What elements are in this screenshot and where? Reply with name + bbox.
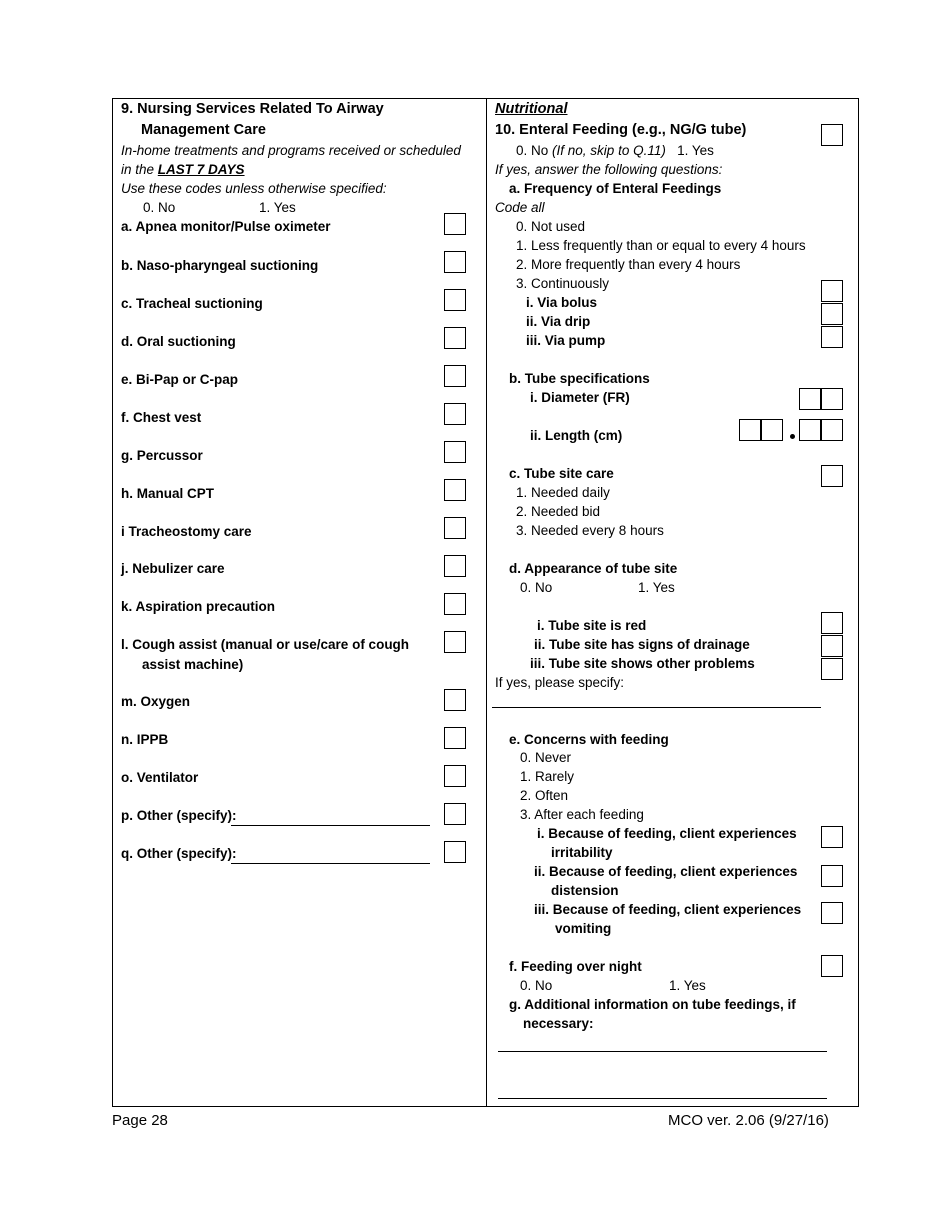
item-nebulizer-care: j. Nebulizer care (121, 561, 225, 576)
item-apnea-monitor-box[interactable] (444, 213, 466, 235)
b-length-digit-1[interactable] (739, 419, 761, 441)
a-via-pump: iii. Via pump (526, 333, 606, 348)
section-9-desc: In-home treatments and programs received or scheduled (121, 143, 461, 158)
nutritional-heading: Nutritional (495, 101, 568, 117)
item-naso-pharyngeal: b. Naso-pharyngeal suctioning (121, 258, 319, 273)
item-ippb: n. IPPB (121, 732, 169, 747)
a-opt-0: 0. Not used (516, 219, 586, 234)
last-7-days-emphasis: LAST 7 DAYS (157, 162, 245, 177)
item-manual-cpt: h. Manual CPT (121, 486, 215, 501)
item-oral-suctioning-box[interactable] (444, 327, 466, 349)
item-tracheal-suctioning-box[interactable] (444, 289, 466, 311)
item-tracheal-suctioning: c. Tracheal suctioning (121, 296, 263, 311)
d-item-drainage-box[interactable] (821, 635, 843, 657)
item-tracheostomy-care: i Tracheostomy care (121, 524, 252, 539)
code-no: 0. No (143, 200, 176, 215)
a-title: a. Frequency of Enteral Feedings (509, 181, 722, 196)
e-item-distension-cont: distension (551, 883, 619, 898)
d-specify-label: If yes, please specify: (495, 675, 625, 690)
g-title: g. Additional information on tube feedings, if (509, 997, 796, 1012)
item-oxygen: m. Oxygen (121, 694, 191, 709)
a-via-pump-box[interactable] (821, 326, 843, 348)
a-via-bolus-box[interactable] (821, 280, 843, 302)
e-opt-1: 1. Rarely (520, 769, 575, 784)
page-number: Page 28 (112, 1112, 168, 1129)
d-no: 0. No (520, 580, 553, 595)
e-item-irritability-cont: irritability (551, 845, 613, 860)
c-opt-2: 2. Needed bid (516, 504, 601, 519)
e-item-irritability: i. Because of feeding, client experiences (537, 826, 797, 841)
a-opt-3: 3. Continuously (516, 276, 610, 291)
item-other-p-line[interactable] (231, 825, 430, 826)
b-length-decimal-1[interactable] (799, 419, 821, 441)
c-opt-3: 3. Needed every 8 hours (516, 523, 664, 538)
q10-title: 10. Enteral Feeding (e.g., NG/G tube) (495, 122, 747, 138)
section-9-desc-cont: in the LAST 7 DAYS (121, 162, 245, 177)
item-ippb-box[interactable] (444, 727, 466, 749)
g-line-1[interactable] (498, 1051, 827, 1052)
d-title: d. Appearance of tube site (509, 561, 678, 576)
b-length-decimal-2[interactable] (821, 419, 843, 441)
c-title: c. Tube site care (509, 466, 614, 481)
column-divider (486, 98, 487, 1107)
d-yes: 1. Yes (638, 580, 675, 595)
item-ventilator-box[interactable] (444, 765, 466, 787)
e-item-distension: ii. Because of feeding, client experiences (534, 864, 798, 879)
item-cough-assist-cont: assist machine) (142, 657, 244, 672)
a-opt-2: 2. More frequently than every 4 hours (516, 257, 741, 272)
item-aspiration-precaution: k. Aspiration precaution (121, 599, 276, 614)
item-percussor: g. Percussor (121, 448, 203, 463)
q10-options: 0. No (If no, skip to Q.11) 1. Yes (516, 143, 714, 158)
section-9-title-cont: Management Care (141, 122, 266, 138)
a-via-drip-box[interactable] (821, 303, 843, 325)
d-item-other-box[interactable] (821, 658, 843, 680)
d-item-other: iii. Tube site shows other problems (530, 656, 755, 671)
item-bipap-box[interactable] (444, 365, 466, 387)
d-item-red-box[interactable] (821, 612, 843, 634)
b-diameter: i. Diameter (FR) (530, 390, 630, 405)
item-apnea-monitor: a. Apnea monitor/Pulse oximeter (121, 219, 331, 234)
item-other-q: q. Other (specify): (121, 846, 237, 861)
d-item-red: i. Tube site is red (537, 618, 647, 633)
code-yes: 1. Yes (259, 200, 296, 215)
e-opt-2: 2. Often (520, 788, 569, 803)
c-opt-1: 1. Needed daily (516, 485, 610, 500)
a-opt-1: 1. Less frequently than or equal to every 4 hours (516, 238, 806, 253)
b-diameter-digit-2[interactable] (821, 388, 843, 410)
item-oral-suctioning: d. Oral suctioning (121, 334, 236, 349)
item-cough-assist: l. Cough assist (manual or use/care of cough (121, 637, 410, 652)
b-length: ii. Length (cm) (530, 428, 623, 443)
e-item-vomiting-box[interactable] (821, 902, 843, 924)
version-label: MCO ver. 2.06 (9/27/16) (668, 1112, 829, 1129)
item-other-p-box[interactable] (444, 803, 466, 825)
b-title: b. Tube specifications (509, 371, 650, 386)
item-other-p: p. Other (specify): (121, 808, 237, 823)
if-yes-note: If yes, answer the following questions: (495, 162, 723, 177)
a-via-bolus: i. Via bolus (526, 295, 598, 310)
item-other-q-box[interactable] (444, 841, 466, 863)
item-ventilator: o. Ventilator (121, 770, 199, 785)
item-manual-cpt-box[interactable] (444, 479, 466, 501)
c-box[interactable] (821, 465, 843, 487)
item-cough-assist-box[interactable] (444, 631, 466, 653)
d-item-drainage: ii. Tube site has signs of drainage (534, 637, 750, 652)
b-diameter-digit-1[interactable] (799, 388, 821, 410)
f-no: 0. No (520, 978, 553, 993)
e-opt-3: 3. After each feeding (520, 807, 644, 822)
item-tracheostomy-care-box[interactable] (444, 517, 466, 539)
b-length-digit-2[interactable] (761, 419, 783, 441)
e-item-distension-box[interactable] (821, 865, 843, 887)
item-chest-vest-box[interactable] (444, 403, 466, 425)
f-box[interactable] (821, 955, 843, 977)
item-naso-pharyngeal-box[interactable] (444, 251, 466, 273)
item-aspiration-precaution-box[interactable] (444, 593, 466, 615)
e-opt-0: 0. Never (520, 750, 572, 765)
item-chest-vest: f. Chest vest (121, 410, 202, 425)
d-specify-line[interactable] (492, 707, 821, 708)
code-all: Code all (495, 200, 545, 215)
e-item-vomiting: iii. Because of feeding, client experiences (534, 902, 802, 917)
item-other-q-line[interactable] (231, 863, 430, 864)
e-item-irritability-box[interactable] (821, 826, 843, 848)
item-percussor-box[interactable] (444, 441, 466, 463)
e-title: e. Concerns with feeding (509, 732, 669, 747)
item-bipap: e. Bi-Pap or C-pap (121, 372, 239, 387)
a-via-drip: ii. Via drip (526, 314, 591, 329)
f-yes: 1. Yes (669, 978, 706, 993)
decimal-point (790, 434, 795, 439)
q10-box[interactable] (821, 124, 843, 146)
codes-intro: Use these codes unless otherwise specified: (121, 181, 387, 196)
g-line-2[interactable] (498, 1098, 827, 1099)
e-item-vomiting-cont: vomiting (555, 921, 612, 936)
g-title-cont: necessary: (523, 1016, 594, 1031)
item-oxygen-box[interactable] (444, 689, 466, 711)
item-nebulizer-care-box[interactable] (444, 555, 466, 577)
f-title: f. Feeding over night (509, 959, 642, 974)
section-9-title: 9. Nursing Services Related To Airway (121, 101, 384, 117)
